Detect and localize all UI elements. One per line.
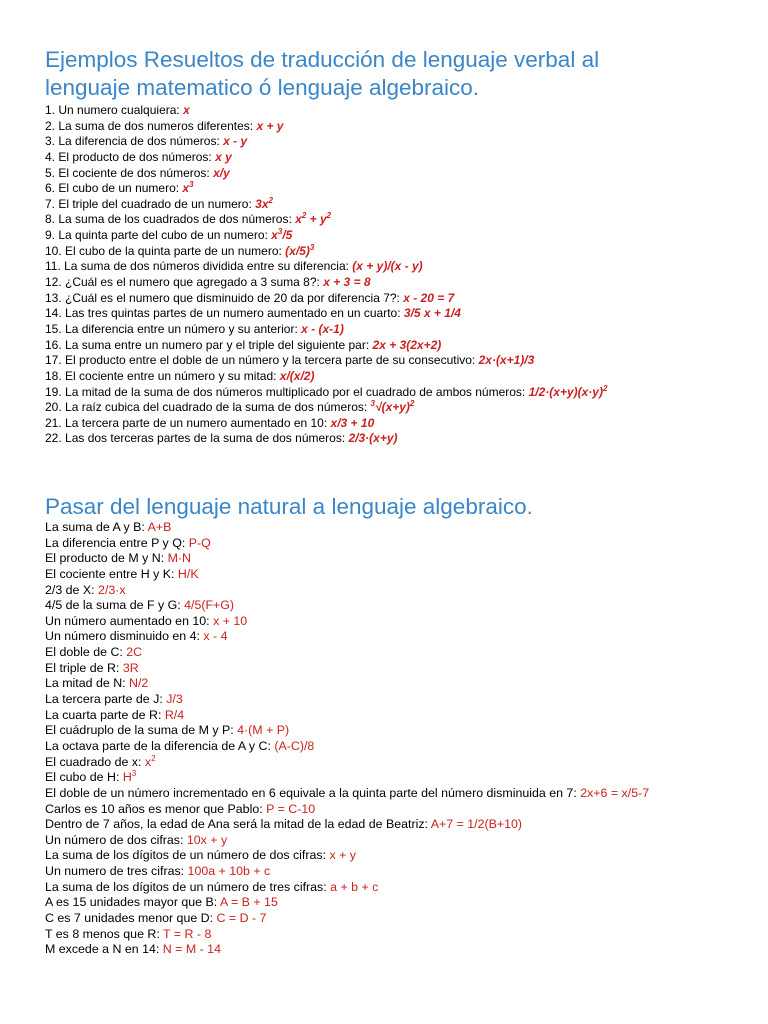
item-text: 15. La diferencia entre un número y su anterior: [45,321,302,336]
list-item [45,181,755,197]
item-answer [217,911,267,925]
answer-expression: 1/2·(x+y)(x·y) [528,384,603,399]
answer-expression: x + 10 [213,613,248,628]
item-text: El cociente entre H y K: [45,566,178,581]
item-answer [329,848,356,862]
list-item [45,431,755,447]
answer-expression: N/2 [129,676,149,691]
list-item [45,942,755,958]
list-item [45,802,755,818]
list-item [45,661,755,677]
list-item [45,676,755,692]
item-text: El cubo de H: [45,770,123,785]
answer-expression: 2x+6 = x/5-7 [580,785,650,800]
item-answer [123,770,136,784]
item-text: 13. ¿Cuál es el numero que disminuido de 20 da por diferencia 7?: [45,290,404,305]
list-item [45,864,755,880]
item-text: 1. Un numero cualquiera: [45,103,184,117]
list-item [45,536,755,552]
answer-expression: x [183,103,190,117]
list-item [45,244,755,260]
list-item [45,755,755,771]
item-text: 20. La raíz cubica del cuadrado de la suma de dos números: [45,400,371,415]
answer-expression: √(x+y) [374,400,410,415]
list-item [45,723,755,739]
item-answer [403,291,454,305]
list-item [45,322,755,338]
list-item [45,259,755,275]
item-text: 3. La diferencia de dos números: [45,134,224,149]
item-answer [330,880,378,894]
answer-expression: T = R - 8 [163,926,212,941]
section2-list [45,520,755,958]
item-text: 17. El producto entre el doble de un número y la tercera parte de su consecutivo: [45,353,479,368]
item-answer [280,369,315,383]
answer-expression: J/3 [166,692,183,707]
list-item [45,927,755,943]
list-item [45,385,755,401]
item-answer [274,739,314,753]
item-text: Un número disminuido en 4: [45,629,204,644]
item-answer [182,181,193,195]
item-text: 4. El producto de dos números: [45,149,216,164]
item-text: 4/5 de la suma de F y G: [45,598,185,613]
item-answer [129,676,148,690]
item-answer [166,692,183,706]
answer-tail: /5 [282,228,293,243]
item-text: Un número de dos cifras: [45,832,187,847]
list-item [45,103,755,119]
item-text: 22. Las dos terceras partes de la suma de dos números: [45,431,349,446]
answer-exponent: 3 [131,769,137,779]
list-item [45,583,755,599]
item-answer [98,583,126,597]
answer-exponent: 2 [602,383,608,393]
list-item [45,911,755,927]
list-item [45,520,755,536]
answer-exponent: 2 [151,753,156,763]
list-item [45,416,755,432]
section1-title-line1: Ejemplos Resueltos de traducción de lenguaje verbal al [45,47,600,72]
list-item [45,629,755,645]
answer-expression: 4·(M + P) [237,723,290,738]
answer-expression: P-Q [188,535,211,550]
item-text: La suma de los dígitos de un número de tres cifras: [45,879,331,894]
item-text: La diferencia entre P y Q: [45,535,189,550]
item-text: 12. ¿Cuál es el numero que agregado a 3 suma 8?: [45,275,324,290]
item-answer [271,228,292,242]
answer-expression: x [144,754,152,769]
answer-expression: x - 20 = 7 [403,290,455,305]
item-answer [404,306,461,320]
answer-expression: 3R [122,660,139,675]
answer-expression: x [295,212,302,227]
item-text: El doble de C: [45,645,127,660]
item-text: El doble de un número incrementado en 6 equivale a la quinta parte del número disminuida en 7: [45,785,581,800]
item-answer [266,802,315,816]
answer-expression: 10x + y [186,832,228,847]
item-answer [188,864,271,878]
answer-expression: x + 3 = 8 [323,275,371,290]
answer-exponent: 2 [268,195,273,205]
answer-root-index: 3 [370,399,375,409]
answer-expression: x - (x-1) [301,321,344,336]
answer-expression: x + y [256,118,284,133]
item-text: El producto de M y N: [45,551,168,566]
item-answer [187,833,227,847]
answer-expression: 2x·(x+1)/3 [478,353,535,368]
list-item [45,291,755,307]
answer-exponent: 3 [309,242,315,252]
list-item [45,275,755,291]
item-answer [223,134,247,148]
answer-expression: H [122,770,132,785]
item-text: 11. La suma de dos números dividida entre su diferencia: [45,259,353,274]
list-item [45,306,755,322]
item-answer [148,520,172,534]
answer-exponent: 2 [301,211,307,221]
answer-expression: A = B + 15 [219,895,278,910]
item-answer [126,645,142,659]
item-answer [183,103,190,117]
list-item [45,770,755,786]
list-item [45,708,755,724]
list-item [45,338,755,354]
item-answer [165,708,184,722]
item-answer [349,431,398,445]
list-item [45,848,755,864]
answer-expression: (x/5) [285,243,310,258]
item-text: 21. La tercera parte de un numero aumentado en 10: [45,415,331,430]
list-item [45,880,755,896]
answer-expression: x/3 + 10 [330,415,375,430]
answer-expression: x - 4 [203,629,228,644]
answer-expression: H/K [177,566,199,581]
answer-expression: C = D - 7 [216,911,267,926]
answer-expression: x/(x/2) [279,368,315,383]
answer-expression: 2C [126,645,143,660]
item-answer [123,661,139,675]
item-answer [163,942,221,956]
list-item [45,567,755,583]
answer-expression: x + y [329,848,356,863]
answer-expression: x - y [223,134,248,149]
item-answer [220,895,278,909]
answer-expression: M·N [167,551,191,566]
answer-expression: 4/5(F+G) [184,598,235,613]
item-answer [163,927,211,941]
item-text: 9. La quinta parte del cubo de un numero: [45,228,272,243]
item-text: La suma de A y B: [45,520,148,534]
answer-expression: N = M - 14 [162,942,221,957]
list-item [45,895,755,911]
item-text: 19. La mitad de la suma de dos números multiplicado por el cuadrado de ambos números: [45,384,529,399]
item-text: M excede a N en 14: [45,942,163,957]
answer-expression: 2/3·(x+y) [348,431,398,446]
item-answer [255,197,273,211]
item-answer [323,275,370,289]
item-answer [331,416,375,430]
item-answer [431,817,522,831]
item-text: 8. La suma de los cuadrados de dos números: [45,212,296,227]
list-item [45,119,755,135]
item-text: 5. El cociente de dos números: [45,165,214,180]
item-text: Carlos es 10 años es menor que Pablo: [45,801,267,816]
item-text: 16. La suma entre un numero par y el triple del siguiente par: [45,337,373,352]
answer-expression: 3x [255,196,269,211]
list-item [45,645,755,661]
answer-expression: x [271,228,278,243]
list-item [45,786,755,802]
list-item [45,369,755,385]
item-text: La mitad de N: [45,676,130,691]
item-answer [373,338,442,352]
item-answer [301,322,344,336]
list-item [45,150,755,166]
item-text: 2/3 de X: [45,582,99,597]
answer-expression: x/y [213,165,230,180]
item-answer [237,723,289,737]
item-answer [168,551,191,565]
list-item [45,692,755,708]
answer-expression: 100a + 10b + c [187,864,271,879]
item-text: Un número aumentado en 10: [45,613,214,628]
item-text: La octava parte de la diferencia de A y C: [45,738,275,753]
answer-expression: x [182,181,190,196]
list-item [45,228,755,244]
item-text: Un numero de tres cifras: [45,864,188,879]
item-text: La cuarta parte de R: [45,707,165,722]
item-answer [213,166,230,180]
answer-expression: (A-C)/8 [274,738,315,753]
item-answer [479,353,535,367]
section1-list [45,103,755,447]
item-text: C es 7 unidades menor que D: [45,911,217,926]
answer-exponent: 2 [326,211,332,221]
item-answer [285,244,314,258]
item-text: 2. La suma de dos numeros diferentes: [45,118,257,133]
item-text: 14. Las tres quintas partes de un numero aumentado en un cuarto: [45,306,404,321]
list-item [45,614,755,630]
item-answer [213,614,247,628]
item-answer [145,755,156,769]
item-answer [256,119,283,133]
answer-expression: 2x + 3(2x+2) [372,337,442,352]
section1-title-line2: lenguaje matematico ó lenguaje algebraico. [45,75,480,100]
item-text: La suma de los dígitos de un número de dos cifras: [45,848,330,863]
section1-title [45,46,745,102]
list-item [45,833,755,849]
item-text: 18. El cociente entre un número y su mitad: [45,368,280,383]
answer-exponent: 3 [189,180,194,190]
answer-tail: + y [306,212,327,227]
answer-exponent: 3 [277,227,283,237]
item-text: 7. El triple del cuadrado de un numero: [45,196,256,211]
list-item [45,598,755,614]
list-item [45,817,755,833]
item-text: 10. El cubo de la quinta parte de un numero: [45,243,286,258]
list-item [45,212,755,228]
item-text: El cuádruplo de la suma de M y P: [45,723,238,738]
item-answer [203,629,227,643]
item-text: La tercera parte de J: [45,692,167,707]
item-text: El cuadrado de x: [45,754,145,769]
item-answer [371,400,415,414]
item-answer [178,567,199,581]
list-item [45,166,755,182]
list-item [45,739,755,755]
item-answer [352,259,422,273]
item-answer [189,536,211,550]
answer-expression: 2/3·x [98,582,126,597]
list-item [45,197,755,213]
item-answer [580,786,649,800]
answer-exponent: 2 [409,399,415,409]
list-item [45,400,755,416]
answer-expression: x y [215,149,232,164]
answer-expression: A+B [147,520,172,534]
list-item [45,353,755,369]
answer-expression: A+7 = 1/2(B+10) [430,817,523,832]
item-answer [295,212,331,226]
list-item [45,134,755,150]
answer-expression: 3/5 x + 1/4 [403,306,461,321]
list-item [45,551,755,567]
answer-expression: (x + y)/(x - y) [352,259,423,274]
item-text: A es 15 unidades mayor que B: [45,895,220,910]
item-text: T es 8 menos que R: [45,926,164,941]
answer-expression: P = C-10 [266,801,316,816]
answer-expression: a + b + c [330,879,379,894]
item-text: 6. El cubo de un numero: [45,181,183,196]
item-answer [215,150,232,164]
section2-title: Pasar del lenguaje natural a lenguaje algebraico. [45,494,533,519]
item-answer [184,598,234,612]
item-text: Dentro de 7 años, la edad de Ana será la mitad de la edad de Beatriz: [45,817,431,832]
answer-expression: R/4 [164,707,185,722]
item-text: El triple de R: [45,660,123,675]
item-answer [529,385,608,399]
